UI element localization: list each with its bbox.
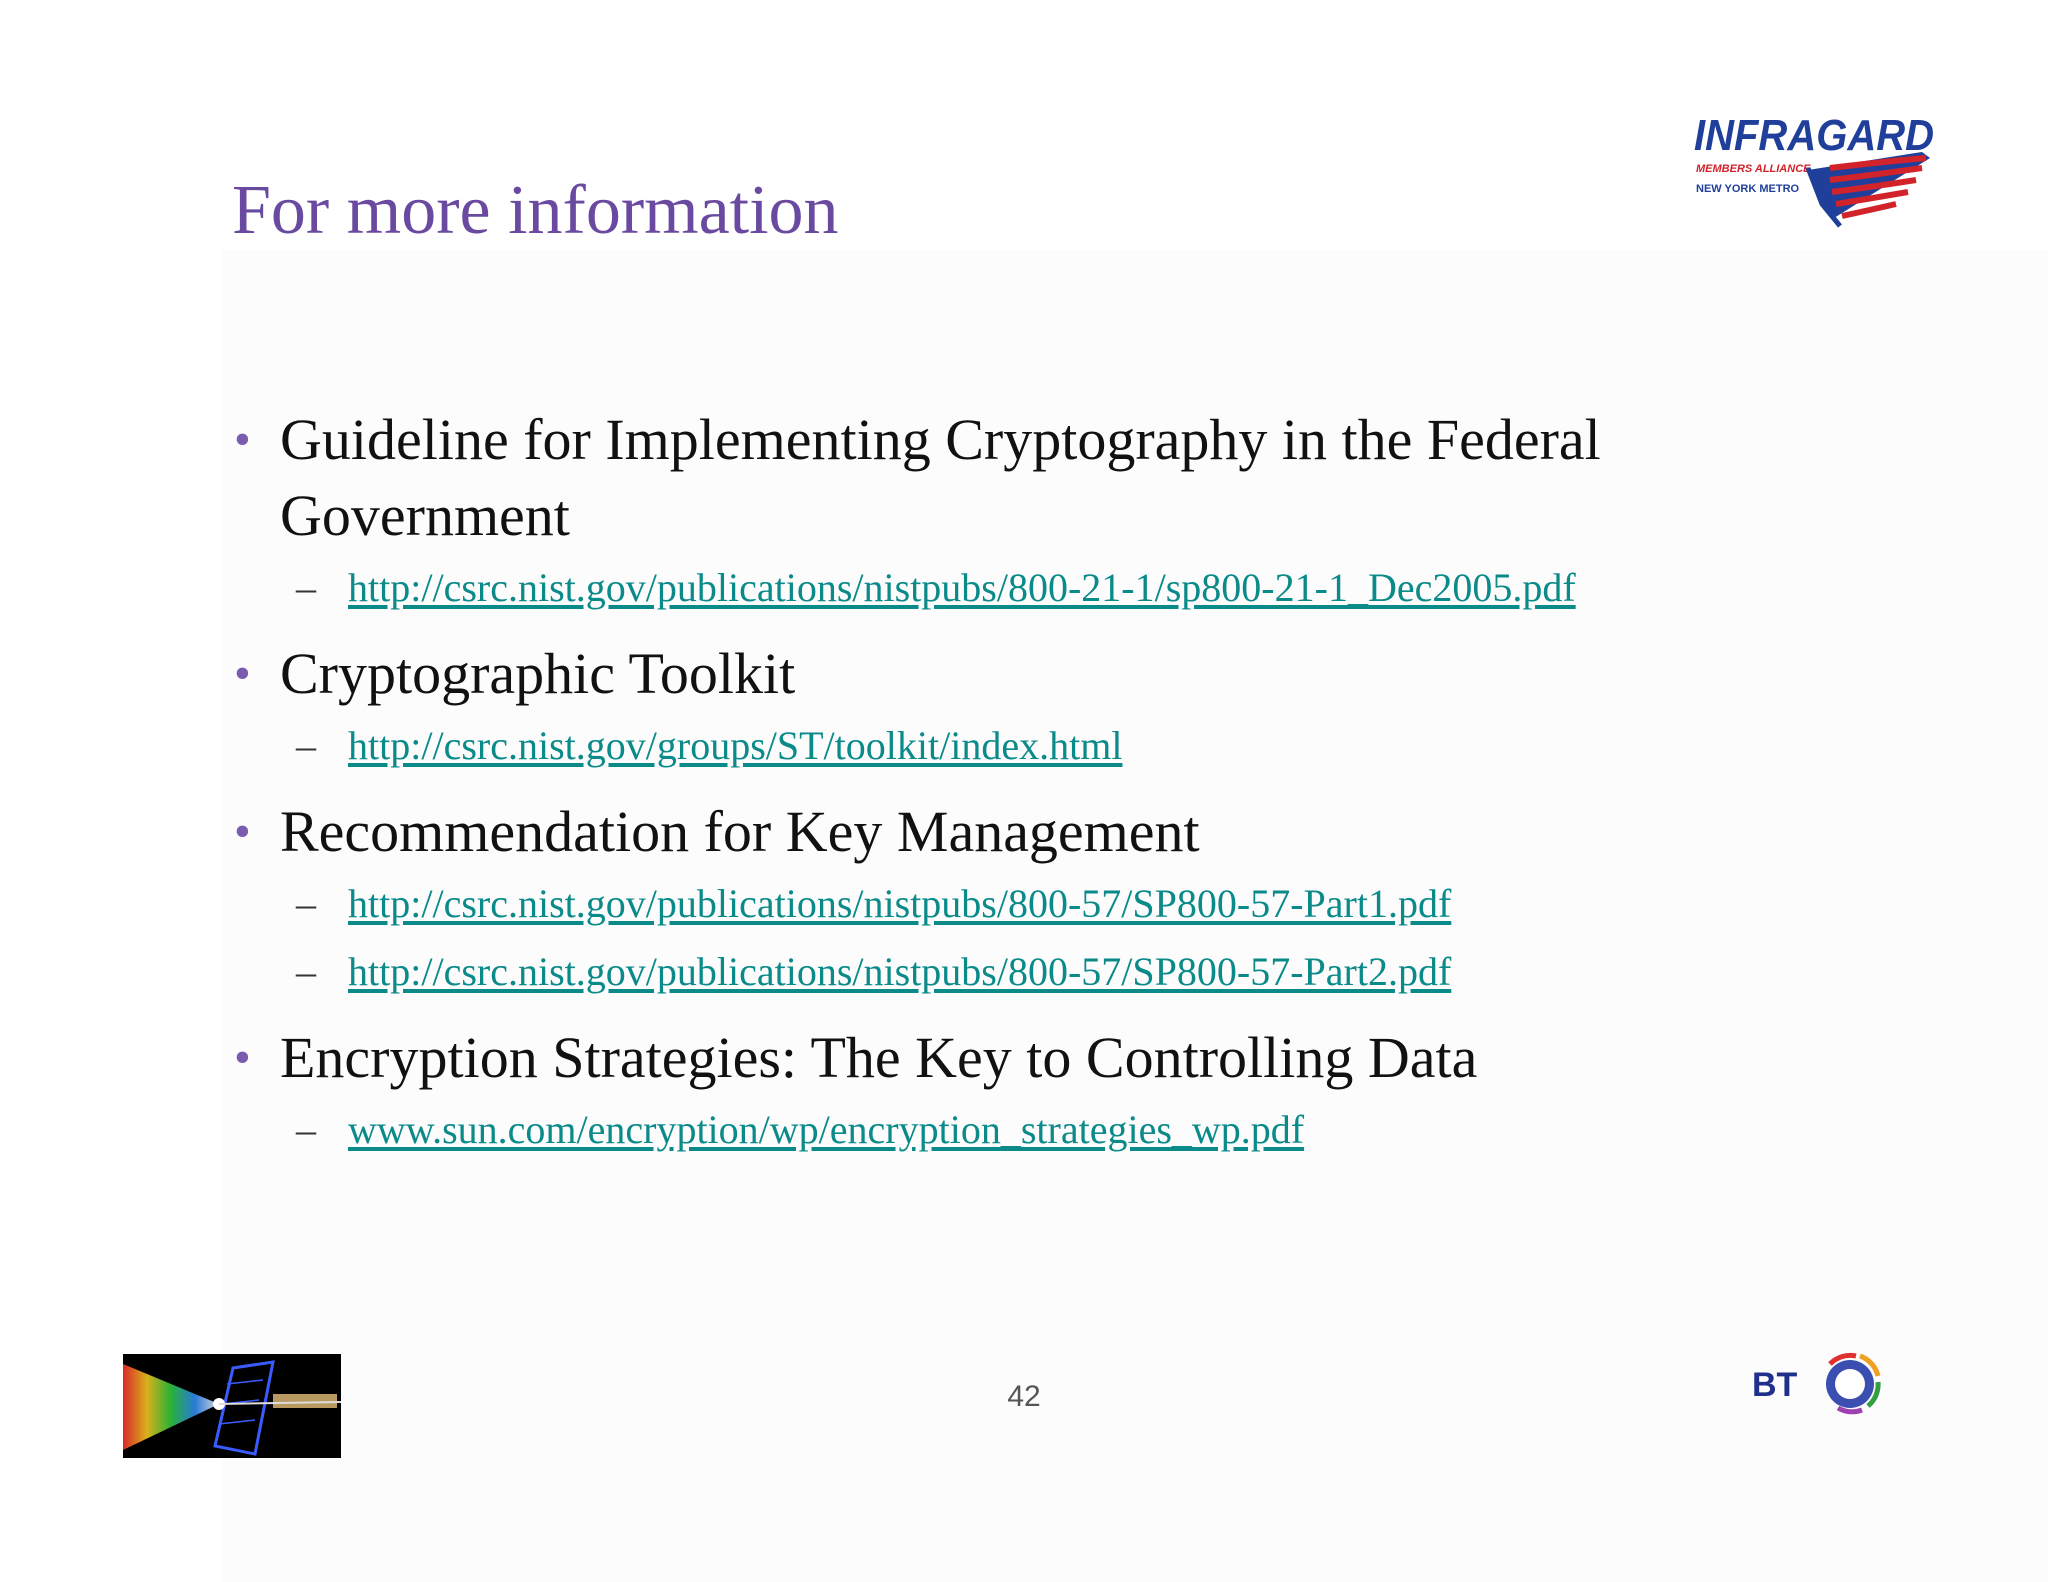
infragard-logo — [1690, 108, 1940, 230]
sub-item-link — [232, 554, 1872, 622]
sub-item-link — [232, 938, 1872, 1006]
sub-item-link — [232, 712, 1872, 780]
bullet-icon: • — [234, 1031, 251, 1084]
bullet-icon: • — [234, 647, 251, 700]
dash-icon: – — [296, 881, 316, 926]
dash-icon: – — [296, 1107, 316, 1152]
bullet-text: Guideline for Implementing Cryptography in the Federal Government — [280, 407, 1601, 548]
link-encryption-strategies[interactable]: www.sun.com/encryption/wp/encryption_strategies_wp.pdf — [348, 1107, 1305, 1152]
link-sp800-57-part2[interactable]: http://csrc.nist.gov/publications/nistpubs/800-57/SP800-57-Part2.pdf — [348, 949, 1452, 994]
bullet-item-key-management — [232, 794, 1872, 870]
infragard-wordmark: INFRAGARD — [1694, 111, 1934, 160]
bt-logo — [1752, 1346, 1886, 1416]
link-toolkit[interactable]: http://csrc.nist.gov/groups/ST/toolkit/index.html — [348, 723, 1123, 768]
flag-stripes-icon — [1808, 152, 1930, 226]
page-number: 42 — [1007, 1380, 1041, 1413]
bullet-list — [232, 402, 1872, 1164]
bt-globe-icon — [1826, 1355, 1878, 1411]
sub-item-link — [232, 870, 1872, 938]
bullet-item-toolkit — [232, 636, 1872, 712]
dash-icon: – — [296, 949, 316, 994]
bt-wordmark: BT — [1752, 1366, 1798, 1404]
dash-icon: – — [296, 723, 316, 768]
bullet-icon: • — [234, 413, 251, 466]
infragard-line1: MEMBERS ALLIANCE — [1696, 163, 1811, 175]
slide-title: For more information — [232, 172, 839, 249]
bullet-item-guideline — [232, 402, 1872, 554]
bullet-text: Recommendation for Key Management — [280, 799, 1200, 864]
dash-icon: – — [296, 565, 316, 610]
bullet-text: Cryptographic Toolkit — [280, 641, 796, 706]
bullet-icon: • — [234, 805, 251, 858]
bullet-text: Encryption Strategies: The Key to Controlling Data — [280, 1025, 1478, 1090]
sub-item-link — [232, 1096, 1872, 1164]
bullet-item-encryption-strategies — [232, 1020, 1872, 1096]
crypto-illustration — [123, 1354, 341, 1458]
infragard-line2: NEW YORK METRO — [1696, 183, 1800, 195]
link-sp800-21-1[interactable]: http://csrc.nist.gov/publications/nistpubs/800-21-1/sp800-21-1_Dec2005.pdf — [348, 565, 1576, 610]
link-sp800-57-part1[interactable]: http://csrc.nist.gov/publications/nistpubs/800-57/SP800-57-Part1.pdf — [348, 881, 1452, 926]
